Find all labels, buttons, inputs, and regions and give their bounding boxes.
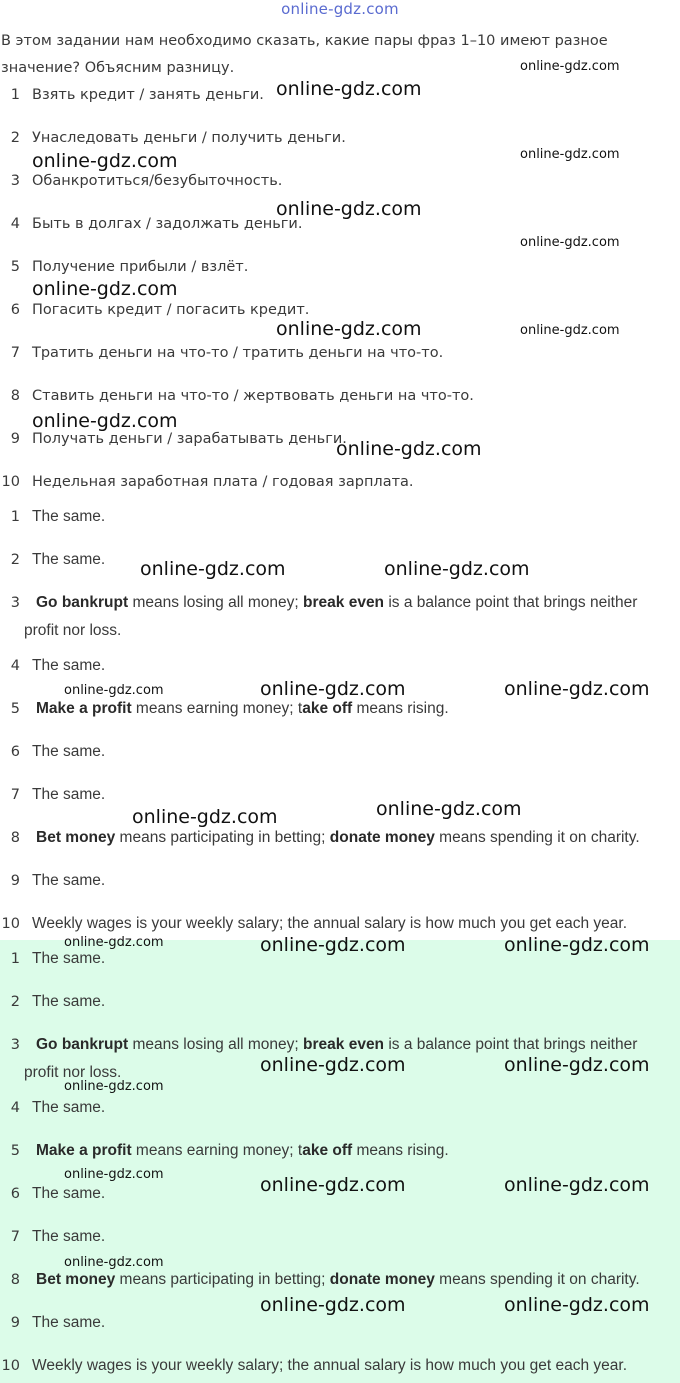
list-number: 9 [10, 431, 20, 447]
watermark: online-gdz.com [504, 1174, 650, 1196]
watermark: online-gdz.com [32, 150, 178, 172]
answer-number: 6 [10, 1186, 20, 1202]
watermark: online-gdz.com [64, 683, 164, 698]
answer-term: donate money [329, 1271, 435, 1288]
list-number: 8 [10, 388, 20, 404]
list-item: Обанкротиться/безубыточность. [32, 173, 283, 189]
watermark: online-gdz.com [504, 934, 650, 956]
answer-number: 5 [10, 1143, 20, 1159]
answer-number: 4 [10, 1100, 20, 1116]
task-intro: В этом задании нам необходимо сказать, какие пары фраз 1–10 имеют разное значение? Объясним разницу. [1, 33, 608, 76]
answer-number: 8 [10, 830, 20, 846]
watermark: online-gdz.com [64, 1167, 164, 1182]
list-item: Недельная заработная плата / годовая зарплата. [32, 474, 414, 490]
answer-number: 3 [10, 1037, 20, 1053]
answer-number: 10 [1, 916, 20, 932]
answer-number: 10 [1, 1358, 20, 1374]
answer-item: The same. [32, 1099, 106, 1116]
watermark: online-gdz.com [32, 278, 178, 300]
answer-item: Bet money means participating in betting; donate money means spending it on charity. [36, 829, 640, 846]
watermark: online-gdz.com [504, 1054, 650, 1076]
answer-number: 7 [10, 787, 20, 803]
answer-item: The same. [32, 872, 106, 889]
answer-term: ake off [302, 1142, 353, 1159]
answer-item: Go bankrupt means losing all money; break even is a balance point that brings neither [36, 594, 638, 611]
answer-item: Weekly wages is your weekly salary; the annual salary is how much you get each year. [32, 1357, 628, 1374]
watermark: online-gdz.com [276, 198, 422, 220]
watermark: online-gdz.com [520, 147, 620, 162]
watermark: online-gdz.com [260, 1174, 406, 1196]
watermark: online-gdz.com [520, 59, 620, 74]
answer-item: The same. [32, 1185, 106, 1202]
answer-item-continuation: profit nor loss. [24, 622, 122, 639]
answer-item: The same. [32, 950, 106, 967]
answer-term: break even [303, 1036, 385, 1053]
watermark: online-gdz.com [520, 235, 620, 250]
list-item: Взять кредит / занять деньги. [32, 87, 264, 103]
watermark: online-gdz.com [132, 806, 278, 828]
list-number: 4 [10, 216, 20, 232]
answer-term: Make a profit [36, 700, 132, 717]
answer-term: Go bankrupt [36, 594, 129, 611]
watermark: online-gdz.com [260, 1294, 406, 1316]
watermark: online-gdz.com [260, 934, 406, 956]
answer-term: Bet money [36, 1271, 116, 1288]
answer-number: 7 [10, 1229, 20, 1245]
watermark: online-gdz.com [276, 318, 422, 340]
answer-term: Go bankrupt [36, 1036, 129, 1053]
answer-number: 2 [10, 994, 20, 1010]
answer-item: The same. [32, 993, 106, 1010]
answer-item: Go bankrupt means losing all money; break even is a balance point that brings neither [36, 1036, 638, 1053]
watermark: online-gdz.com [376, 798, 522, 820]
list-item: Погасить кредит / погасить кредит. [32, 302, 310, 318]
answer-item: The same. [32, 551, 106, 568]
answer-number: 3 [10, 595, 20, 611]
list-number: 2 [10, 130, 20, 146]
list-item: Быть в долгах / задолжать деньги. [32, 216, 303, 232]
answer-item-continuation: profit nor loss. [24, 1064, 122, 1081]
answer-item: The same. [32, 1314, 106, 1331]
answer-item: The same. [32, 786, 106, 803]
watermark: online-gdz.com [140, 558, 286, 580]
answer-item: The same. [32, 657, 106, 674]
answer-term: Bet money [36, 829, 116, 846]
answer-item: The same. [32, 1228, 106, 1245]
list-number: 7 [10, 345, 20, 361]
site-logo[interactable]: online-gdz.com [281, 0, 399, 18]
answer-term: Make a profit [36, 1142, 132, 1159]
answer-item: The same. [32, 743, 106, 760]
watermark: online-gdz.com [260, 1054, 406, 1076]
watermark: online-gdz.com [64, 1255, 164, 1270]
answer-number: 4 [10, 658, 20, 674]
answer-item: Make a profit means earning money; take off means rising. [36, 700, 449, 717]
list-number: 5 [10, 259, 20, 275]
list-item: Унаследовать деньги / получить деньги. [32, 130, 346, 146]
answer-term: break even [303, 594, 385, 611]
watermark: online-gdz.com [64, 1079, 164, 1094]
list-item: Тратить деньги на что-то / тратить деньги на что-то. [32, 345, 444, 361]
answer-number: 1 [10, 509, 20, 525]
list-number: 3 [10, 173, 20, 189]
list-item: Получать деньги / зарабатывать деньги. [32, 431, 347, 447]
answer-item: The same. [32, 508, 106, 525]
list-item: Получение прибыли / взлёт. [32, 259, 249, 275]
answer-term: donate money [329, 829, 435, 846]
answer-number: 1 [10, 951, 20, 967]
answer-item: Weekly wages is your weekly salary; the annual salary is how much you get each year. [32, 915, 628, 932]
answer-number: 9 [10, 873, 20, 889]
watermark: online-gdz.com [260, 678, 406, 700]
answer-number: 8 [10, 1272, 20, 1288]
answer-item: Bet money means participating in betting; donate money means spending it on charity. [36, 1271, 640, 1288]
watermark: online-gdz.com [336, 438, 482, 460]
list-item: Ставить деньги на что-то / жертвовать деньги на что-то. [32, 388, 474, 404]
list-number: 10 [1, 474, 20, 490]
answer-number: 6 [10, 744, 20, 760]
watermark: online-gdz.com [32, 410, 178, 432]
answer-number: 5 [10, 701, 20, 717]
answer-number: 2 [10, 552, 20, 568]
watermark: online-gdz.com [504, 1294, 650, 1316]
answer-term: ake off [302, 700, 353, 717]
list-number: 6 [10, 302, 20, 318]
answer-item: Make a profit means earning money; take off means rising. [36, 1142, 449, 1159]
watermark: online-gdz.com [64, 935, 164, 950]
watermark: online-gdz.com [276, 78, 422, 100]
list-number: 1 [10, 87, 20, 103]
watermark: online-gdz.com [520, 323, 620, 338]
watermark: online-gdz.com [384, 558, 530, 580]
watermark: online-gdz.com [504, 678, 650, 700]
answer-number: 9 [10, 1315, 20, 1331]
